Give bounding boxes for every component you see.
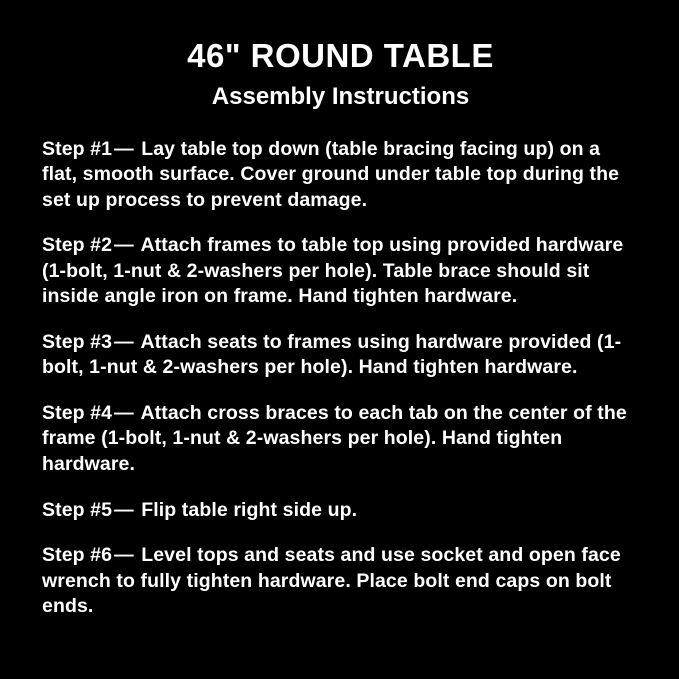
step-text: Attach seats to frames using hardware provided (1-bolt, 1-nut & 2-washers per hole). Hand tighten hardware. [42,330,622,379]
step-dash: — [114,234,134,257]
step-label: Step #3 [42,330,113,353]
step-label: Step #4 [42,401,113,424]
step-text: Attach frames to table top using provided hardware (1-bolt, 1-nut & 2-washers per hole). Table brace should sit inside angle iron on frame. Hand tighten hardware. [42,234,624,308]
step-dash: — [114,330,134,353]
step-text: Flip table right side up. [141,498,358,521]
step-dash: — [114,401,134,424]
step-text: Attach cross braces to each tab on the center of the frame (1-bolt, 1-nut & 2-washers per hole). Hand tighten hardware. [42,401,627,475]
step-text: Lay table top down (table bracing facing up) on a flat, smooth surface. Cover ground under table top during the set up process to prevent damage. [42,137,620,211]
step-item [42,233,639,310]
step-item [42,330,639,381]
step-dash: — [114,137,134,160]
step-item [42,498,639,524]
step-label: Step #2 [42,234,113,257]
step-dash: — [114,498,134,521]
step-item [42,543,639,620]
step-text: Level tops and seats and use socket and open face wrench to fully tighten hardware. Place bolt end caps on bolt ends. [42,544,621,618]
page-title: 46" ROUND TABLE [187,37,494,74]
step-item [42,401,639,478]
step-label: Step #5 [42,498,113,521]
page-subtitle: Assembly Instructions [211,83,470,111]
step-label: Step #6 [42,544,113,567]
step-label: Step #1 [42,137,113,160]
step-dash: — [114,544,134,567]
step-item [42,137,639,214]
steps-list [42,137,639,620]
